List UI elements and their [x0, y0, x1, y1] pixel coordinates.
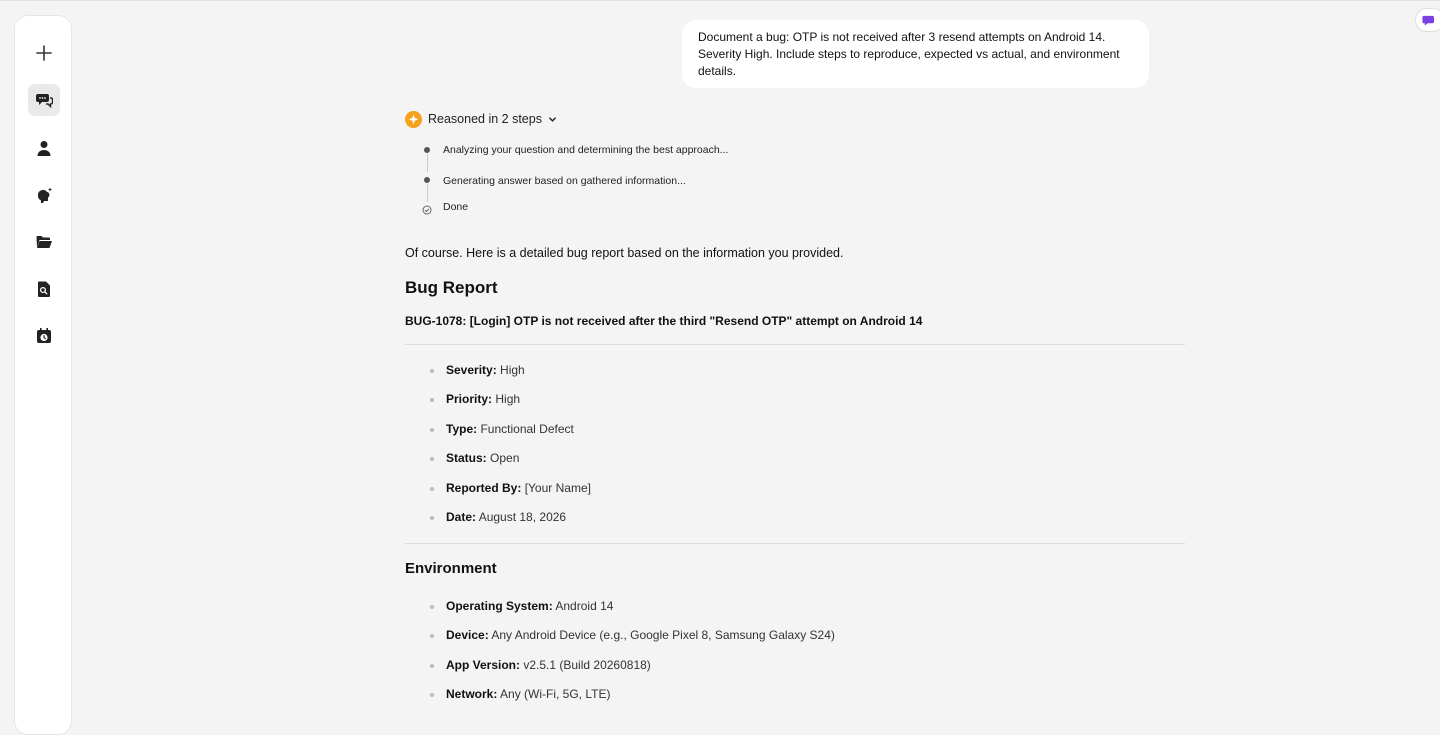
list-item [430, 687, 610, 701]
chats-button[interactable] [28, 84, 60, 116]
files-button[interactable] [28, 226, 60, 258]
field-value: Any Android Device (e.g., Google Pixel 8, Samsung Galaxy S24) [491, 628, 835, 642]
divider [405, 543, 1185, 544]
chat-bubble-icon [1422, 14, 1435, 27]
field-key: Reported By: [446, 481, 522, 495]
sidebar [14, 15, 72, 735]
field-key: Status: [446, 451, 487, 465]
agents-button[interactable] [28, 179, 60, 211]
reasoning-step: Done [443, 201, 469, 213]
step-connector [427, 154, 428, 172]
step-connector [427, 184, 428, 202]
field-value: Functional Defect [480, 422, 574, 436]
report-heading: Bug Report [405, 278, 498, 297]
field-value: v2.5.1 (Build 20260818) [523, 658, 651, 672]
step-dot [424, 177, 430, 183]
list-item [430, 422, 574, 436]
list-item [430, 363, 525, 377]
field-value: High [500, 363, 525, 377]
brain-sparkle-icon [35, 186, 53, 204]
field-key: Network: [446, 687, 498, 701]
answer-intro: Of course. Here is a detailed bug report based on the information you provided. [405, 246, 844, 260]
chevron-down-icon [548, 115, 557, 124]
document-search-button[interactable] [28, 273, 60, 305]
list-item [430, 451, 519, 465]
list-item [430, 392, 520, 406]
list-item [430, 481, 591, 495]
profile-button[interactable] [28, 132, 60, 164]
floating-assistant-button[interactable] [1415, 8, 1440, 32]
sparkle-icon [405, 111, 422, 128]
user-message: Document a bug: OTP is not received after 3 resend attempts on Android 14. Severity High. Include steps to reproduce, expected vs actual, and environment details. [682, 20, 1149, 88]
chat-bubbles-icon [35, 91, 53, 109]
field-key: Device: [446, 628, 489, 642]
field-key: App Version: [446, 658, 521, 672]
field-value: High [495, 392, 521, 406]
document-search-icon [35, 280, 53, 298]
field-key: Operating System: [446, 599, 553, 613]
field-key: Severity: [446, 363, 497, 377]
top-border [0, 0, 1440, 1]
field-value: Android 14 [555, 599, 614, 613]
check-circle-icon [422, 205, 432, 215]
field-value: August 18, 2026 [478, 510, 567, 524]
field-key: Date: [446, 510, 477, 524]
list-item [430, 599, 613, 613]
reasoning-step: Analyzing your question and determining the best approach... [443, 144, 729, 156]
plus-icon [35, 44, 53, 62]
field-value: Any (Wi-Fi, 5G, LTE) [500, 687, 611, 701]
folder-open-icon [35, 233, 53, 251]
history-button[interactable] [28, 320, 60, 352]
reasoning-toggle[interactable] [405, 110, 557, 128]
step-dot [424, 147, 430, 153]
divider [405, 344, 1185, 345]
calendar-clock-icon [35, 327, 53, 345]
bug-title: BUG-1078: [Login] OTP is not received after the third "Resend OTP" attempt on Android 14 [405, 314, 923, 328]
field-value: [Your Name] [524, 481, 591, 495]
field-key: Priority: [446, 392, 493, 406]
list-item [430, 658, 651, 672]
reasoning-label: Reasoned in 2 steps [428, 112, 542, 126]
new-chat-button[interactable] [28, 37, 60, 69]
reasoning-step: Generating answer based on gathered information... [443, 175, 686, 187]
list-item [430, 628, 835, 642]
user-icon [35, 139, 53, 157]
environment-heading: Environment [405, 560, 497, 577]
field-key: Type: [446, 422, 478, 436]
field-value: Open [490, 451, 520, 465]
list-item [430, 510, 566, 524]
